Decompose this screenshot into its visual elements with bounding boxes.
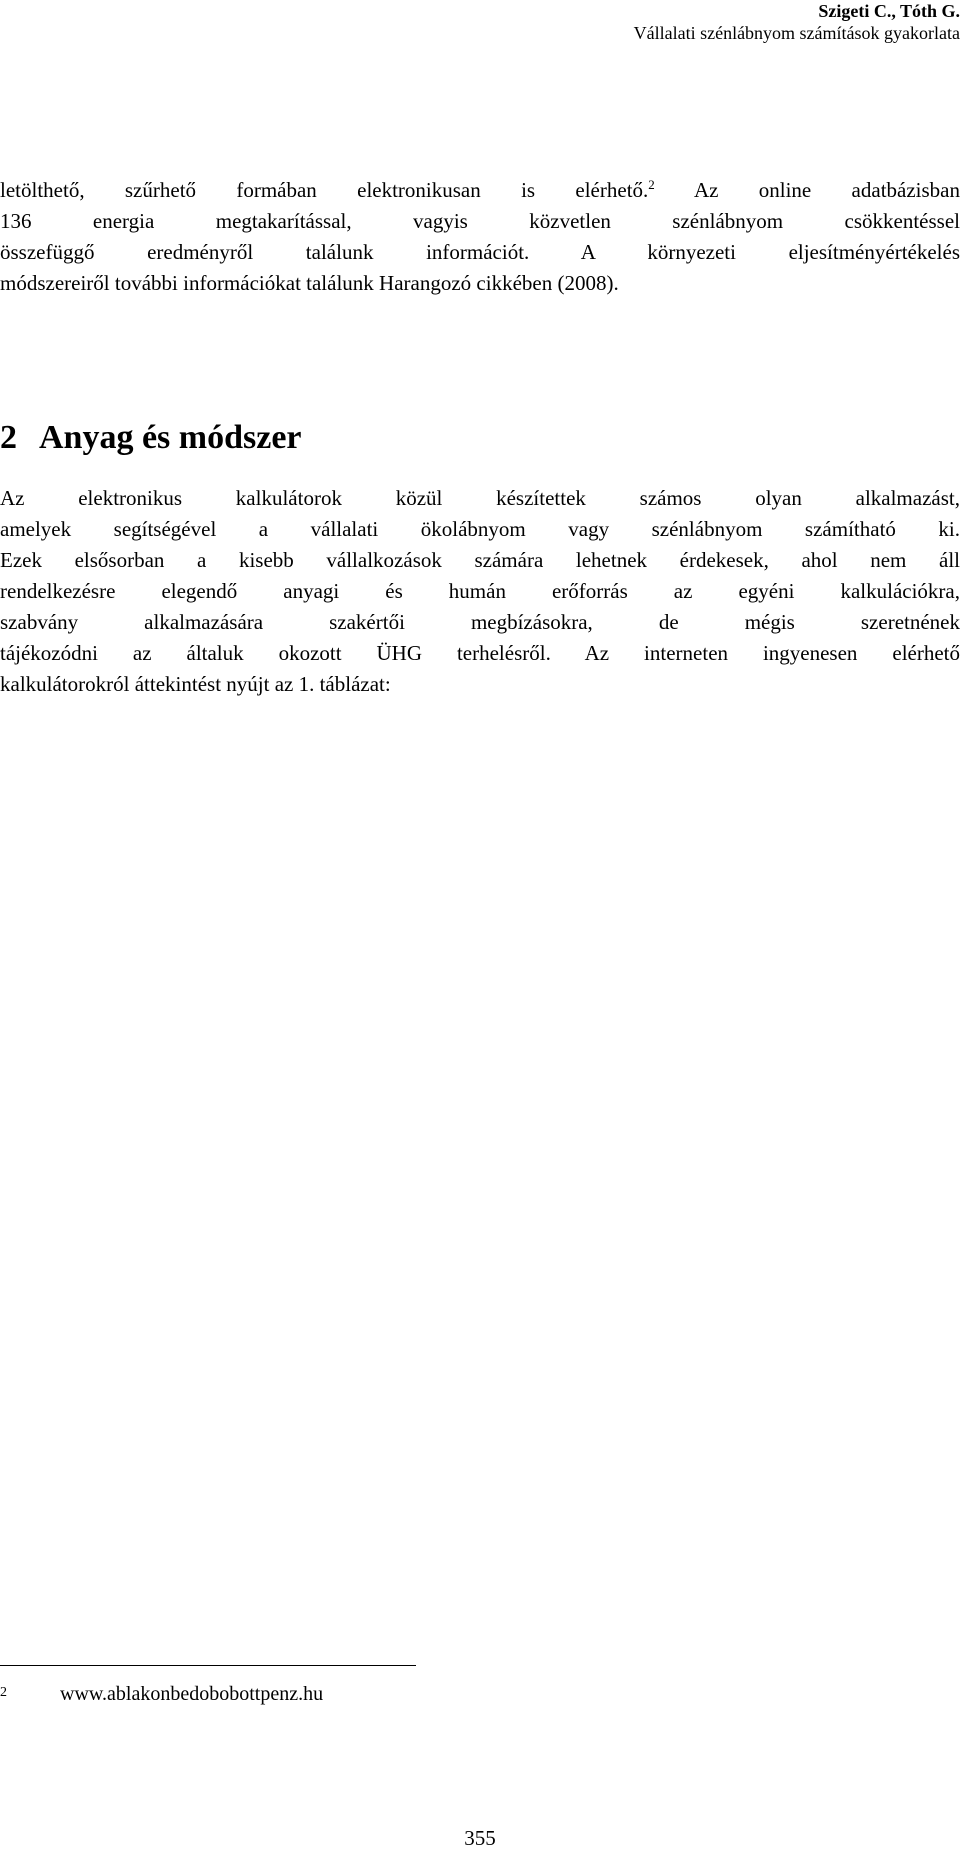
header-title: Vállalati szénlábnyom számítások gyakorlata bbox=[633, 23, 960, 43]
footnote-ref[interactable]: 2 bbox=[648, 177, 655, 192]
footnote bbox=[0, 1680, 323, 1707]
section-line-2: amelyek segítségével a vállalati ökolábnyom vagy szénlábnyom számítható ki. bbox=[0, 517, 960, 541]
section-line-6: tájékozódni az általuk okozott ÜHG terhelésről. Az interneten ingyenesen elérhető bbox=[0, 641, 960, 665]
section-heading bbox=[0, 418, 302, 458]
section-title: Anyag és módszer bbox=[39, 419, 302, 456]
intro-line-3: összefüggő eredményről találunk információt. A környezeti eljesítményértékelés bbox=[0, 240, 960, 264]
section-line-7: kalkulátorokról áttekintést nyújt az 1. táblázat: bbox=[0, 672, 391, 696]
section-paragraph bbox=[0, 483, 960, 700]
intro-line-1: letölthető, szűrhető formában elektronikusan is elérhető.$^2$ Az online adatbázisban bbox=[0, 177, 960, 202]
header-authors: Szigeti C., Tóth G. bbox=[818, 1, 960, 21]
page-number: 355 bbox=[464, 1826, 496, 1850]
section-number: 2 bbox=[0, 419, 17, 456]
intro-paragraph bbox=[0, 175, 960, 299]
footnote-link[interactable]: www.ablakonbedobobottpenz.hu bbox=[60, 1683, 324, 1705]
footnote-divider bbox=[0, 1665, 416, 1666]
section-line-5: szabvány alkalmazására szakértői megbízásokra, de mégis szeretnének bbox=[0, 610, 960, 634]
section-line-4: rendelkezésre elegendő anyagi és humán erőforrás az egyéni kalkulációkra, bbox=[0, 579, 960, 603]
running-header bbox=[0, 0, 960, 44]
intro-line-2: 136 energia megtakarítással, vagyis közvetlen szénlábnyom csökkentéssel bbox=[0, 209, 960, 233]
intro-line-4: módszereiről további információkat találunk Harangozó cikkében (2008). bbox=[0, 271, 619, 295]
section-line-1: Az elektronikus kalkulátorok közül készítettek számos olyan alkalmazást, bbox=[0, 486, 960, 510]
footnote-mark: 2 bbox=[0, 1685, 7, 1700]
section-line-3: Ezek elsősorban a kisebb vállalkozások számára lehetnek érdekesek, ahol nem áll bbox=[0, 548, 960, 572]
